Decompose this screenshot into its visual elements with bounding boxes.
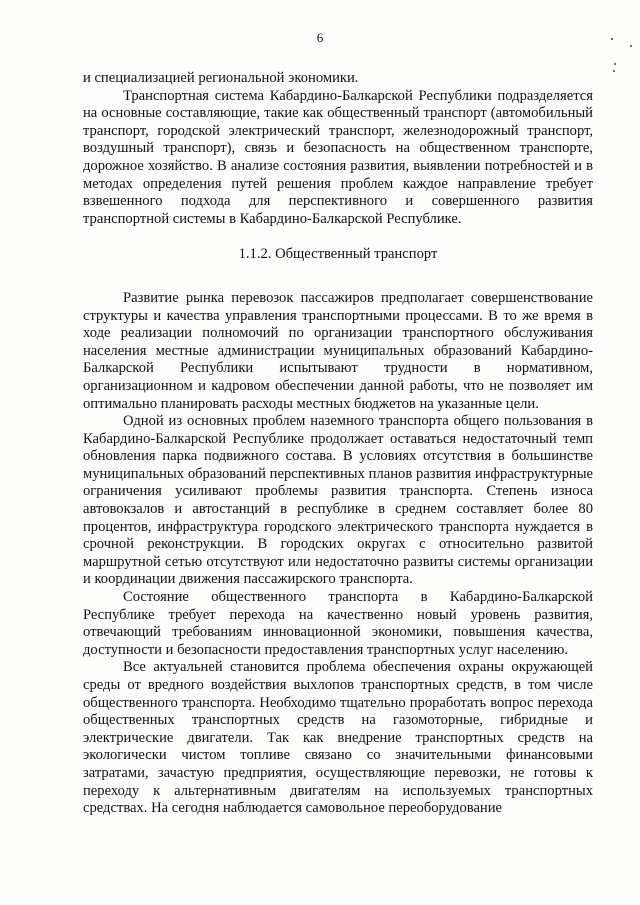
paragraph: Транспортная система Кабардино-Балкарской Республики подразделяется на основные составляющие, такие как общественный транспорт (автомобильный транспорт, городской электрический транспорт, железнодорожный транспорт, воздушный транспорт), связь и безопасность на общественном транспорте, дорожное хозяйство. В анализе состояния развития, выявлении потребностей и в методах определения путей решения проблем каждое направление требует взвешенного подхода для перспективного и совершенного развития транспортной системы в Кабардино-Балкарской Республике.	[83, 87, 593, 227]
scan-mark	[611, 38, 613, 40]
page-number: 6	[316, 30, 324, 45]
paragraph: Все актуальней становится проблема обеспечения охраны окружающей среды от вредного воздействия выхлопов транспортных средств, в том числе общественного транспорта. Необходимо тщательно проработать вопрос перехода общественных транспортных средств на газомоторные, гибридные и электрические двигатели. Так как внедрение транспортных средств на экологически чистом топливе связано со значительными финансовыми затратами, зачастую предприятия, осуществляющие перевозки, не готовы к переходу к альтернативным двигателям на используемых транспортных средствах. На сегодня наблюдается самовольное переоборудование	[83, 659, 593, 817]
scan-mark	[630, 45, 632, 47]
scan-mark	[613, 70, 615, 72]
section-heading: 1.1.2. Общественный транспорт	[238, 246, 438, 263]
paragraph: Одной из основных проблем наземного транспорта общего пользования в Кабардино-Балкарской Республике продолжает оставаться недостаточный темп обновления парка подвижного состава. В условиях отсутствия в большинстве муниципальных образований перспективных планов развития инфраструктурные ограничения усиливают проблемы развития транспорта. Степень износа автовокзалов и автостанций в республике в среднем составляет более 80 процентов, инфраструктура городского электрического транспорта нуждается в срочной реконструкции. В городских округах с относительно развитой маршрутной сетью отсутствуют или недостаточно развиты системы организации и координации движения пассажирского транспорта.	[83, 413, 593, 588]
paragraph: Состояние общественного транспорта в Кабардино-Балкарской Республике требует перехода на качественно новый уровень развития, отвечающий требованиям инновационной экономики, повышения качества, доступности и безопасности предоставления транспортных услуг населению.	[83, 589, 593, 658]
paragraph: Развитие рынка перевозок пассажиров предполагает совершенствование структуры и качества управления транспортными процессами. В то же время в ходе реализации полномочий по организации транспортного обслуживания населения местные администрации муниципальных образований Кабардино-Балкарской Республики испытывают трудности в нормативном, организационном и кадровом обеспечении данной работы, что не позволяет им оптимально планировать расходы местных бюджетов на указанные цели.	[83, 289, 593, 412]
scan-mark	[614, 63, 616, 65]
body-text	[83, 70, 593, 818]
paragraph-continuation: и специализацией региональной экономики.	[83, 70, 359, 86]
